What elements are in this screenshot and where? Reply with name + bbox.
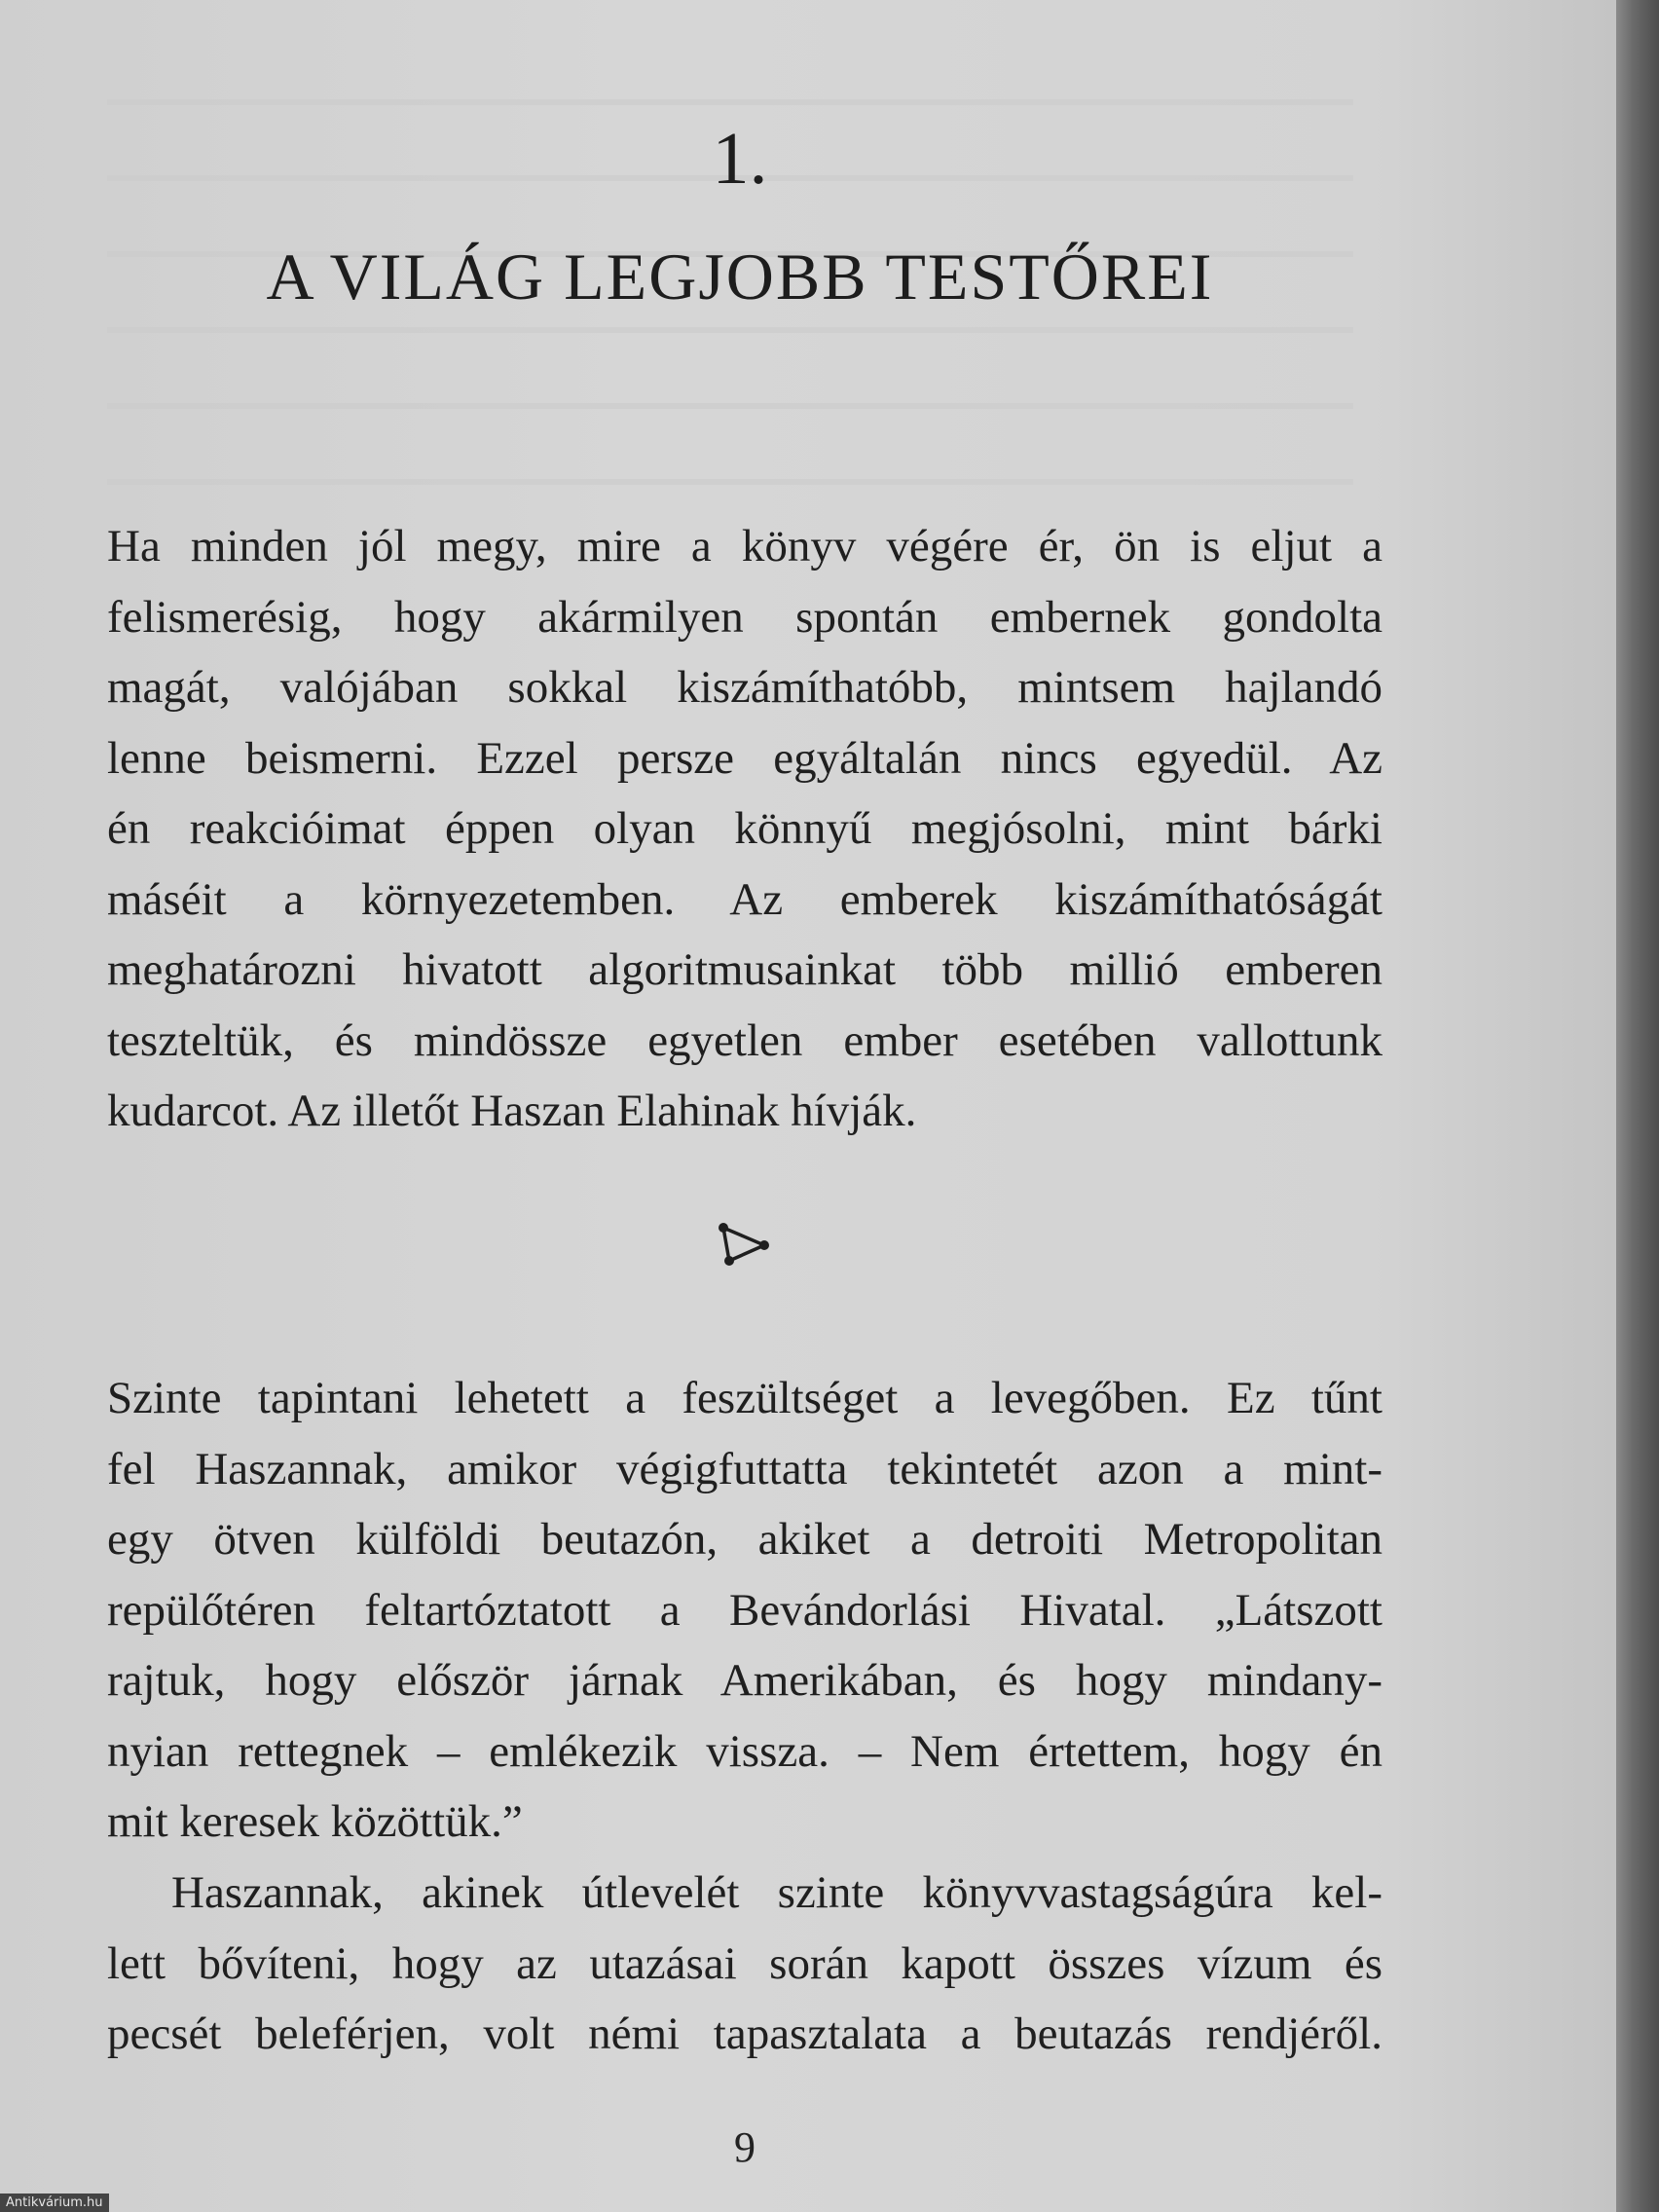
text-line: egy ötven külföldi beutazón, akiket a detroiti Metropolitan	[107, 1514, 1382, 1565]
chapter-title: A VILÁG LEGJOBB TESTŐREI	[266, 240, 1214, 313]
text-line: mit keresek közöttük.”	[107, 1796, 523, 1847]
book-gutter	[1616, 0, 1659, 2212]
text-line: teszteltük, és mindössze egyetlen ember esetében vallottunk	[107, 1014, 1382, 1066]
text-line: repülőtéren feltartóztatott a Bevándorlási Hivatal. „Látszott	[107, 1584, 1382, 1636]
text-line: nyian rettegnek – emlékezik vissza. – Nem értettem, hogy én	[107, 1725, 1382, 1777]
text-line: kudarcot. Az illetőt Haszan Elahinak hívják.	[107, 1086, 917, 1136]
text-line: lenne beismerni. Ezzel persze egyáltalán nincs egyedül. Az	[107, 732, 1382, 784]
text-line: Szinte tapintani lehetett a feszültséget a levegőben. Ez tűnt	[107, 1373, 1382, 1423]
text-line: Ha minden jól megy, mire a könyv végére ér, ön is eljut a	[107, 521, 1382, 571]
text-line: Haszannak, akinek útlevelét szinte könyvvastagságúra kel-	[171, 1867, 1382, 1918]
text-line: fel Haszannak, amikor végigfuttatta tekintetét azon a mint-	[107, 1443, 1382, 1494]
text-line: meghatározni hivatott algoritmusainkat több millió emberen	[107, 944, 1382, 995]
text-line: máséit a környezetemben. Az emberek kiszámíthatóságát	[107, 873, 1382, 925]
text-line: felismerésig, hogy akármilyen spontán embernek gondolta	[107, 591, 1382, 643]
text-line: pecsét beleférjen, volt némi tapasztalata a beutazás rendjéről.	[107, 2009, 1382, 2059]
text-line: én reakcióimat éppen olyan könnyű megjósolni, mint bárki	[107, 803, 1382, 854]
text-line: magát, valójában sokkal kiszámíthatóbb, mintsem hajlandó	[107, 662, 1382, 713]
watermark: Antikvárium.hu	[0, 2194, 109, 2212]
paragraph-story	[107, 1363, 1382, 1858]
chapter-number: 1.	[712, 118, 768, 200]
paragraph-passport	[107, 1858, 1382, 2070]
section-break-ornament-icon	[716, 1222, 774, 1271]
text-line: lett bővíteni, hogy az utazásai során kapott összes vízum és	[107, 1937, 1382, 1989]
paragraph-intro	[107, 511, 1382, 1147]
text-line: rajtuk, hogy először járnak Amerikában, és hogy mindany-	[107, 1655, 1382, 1706]
page-number: 9	[734, 2123, 756, 2171]
